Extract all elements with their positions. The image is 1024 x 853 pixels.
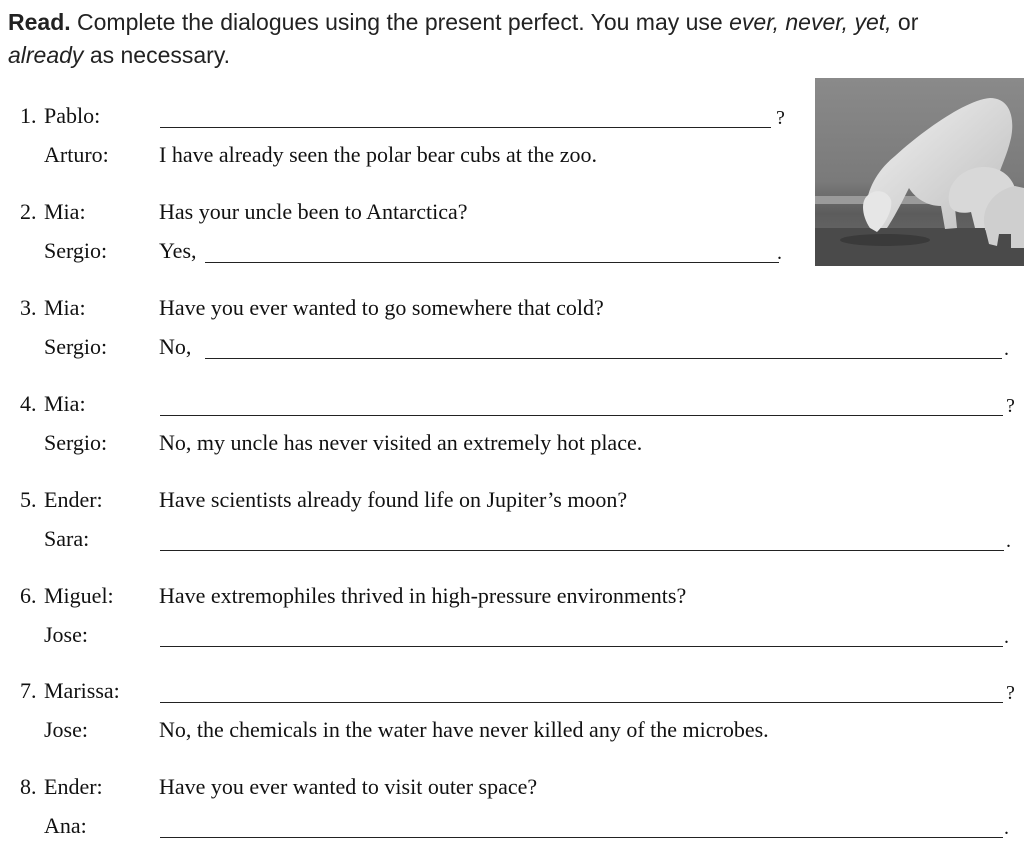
answer-blank[interactable]	[160, 127, 771, 128]
end-punctuation: .	[1004, 817, 1009, 839]
dialogue-line-1: Have extremophiles thrived in high-pressure environments?	[159, 583, 687, 608]
dialogue-number: 4.	[20, 391, 37, 416]
speaker-2: Arturo:	[44, 142, 109, 167]
instructions-or: or	[891, 9, 919, 35]
speaker-1: Mia:	[44, 391, 86, 416]
speaker-1: Miguel:	[44, 583, 114, 608]
dialogue-line-1: Have you ever wanted to go somewhere that cold?	[159, 295, 604, 320]
instructions-text-2: as necessary.	[83, 42, 231, 68]
dialogue-line-2: No,	[159, 334, 192, 359]
instructions	[8, 6, 1013, 72]
dialogue-line-2: No, the chemicals in the water have never killed any of the microbes.	[159, 717, 769, 742]
dialogue-line-1: Have scientists already found life on Jupiter’s moon?	[159, 487, 628, 512]
dialogue-number: 6.	[20, 583, 37, 608]
answer-blank[interactable]	[160, 646, 1003, 647]
end-punctuation: .	[1004, 626, 1009, 648]
dialogue-line-2: I have already seen the polar bear cubs at the zoo.	[159, 142, 597, 167]
end-punctuation: ?	[1006, 682, 1015, 704]
speaker-2: Jose:	[44, 622, 88, 647]
speaker-2: Sergio:	[44, 334, 108, 359]
speaker-2: Sergio:	[44, 238, 108, 263]
speaker-1: Marissa:	[44, 678, 120, 703]
instructions-text-1: Complete the dialogues using the present perfect. You may use	[70, 9, 730, 35]
speaker-1: Mia:	[44, 199, 86, 224]
speaker-2: Jose:	[44, 717, 88, 742]
keyword-already: already	[8, 42, 84, 68]
dialogue-number: 5.	[20, 487, 37, 512]
speaker-1: Mia:	[44, 295, 86, 320]
dialogue-line-2: No, my uncle has never visited an extremely hot place.	[159, 430, 643, 455]
speaker-1: Pablo:	[44, 103, 101, 128]
answer-blank[interactable]	[160, 702, 1003, 703]
speaker-2: Sergio:	[44, 430, 108, 455]
speaker-2: Sara:	[44, 526, 90, 551]
answer-blank[interactable]	[160, 415, 1003, 416]
keyword-ever: ever,	[729, 9, 779, 35]
polar-bear-photo	[815, 78, 1024, 266]
answer-blank[interactable]	[160, 837, 1003, 838]
dialogue-number: 7.	[20, 678, 37, 703]
end-punctuation: .	[1006, 530, 1011, 552]
keyword-never: never,	[785, 9, 849, 35]
speaker-1: Ender:	[44, 487, 103, 512]
end-punctuation: .	[1004, 338, 1009, 360]
dialogue-line-1: Has your uncle been to Antarctica?	[159, 199, 468, 224]
dialogue-number: 3.	[20, 295, 37, 320]
speaker-1: Ender:	[44, 774, 103, 799]
end-punctuation: .	[777, 242, 782, 264]
dialogue-number: 1.	[20, 103, 37, 128]
keyword-yet: yet,	[854, 9, 892, 35]
answer-blank[interactable]	[205, 262, 779, 263]
answer-blank[interactable]	[205, 358, 1002, 359]
end-punctuation: ?	[776, 107, 785, 129]
instructions-lead: Read.	[8, 9, 71, 35]
dialogue-number: 2.	[20, 199, 37, 224]
speaker-2: Ana:	[44, 813, 87, 838]
dialogue-number: 8.	[20, 774, 37, 799]
end-punctuation: ?	[1006, 395, 1015, 417]
dialogue-line-2: Yes,	[159, 238, 197, 263]
answer-blank[interactable]	[160, 550, 1004, 551]
dialogue-line-1: Have you ever wanted to visit outer space?	[159, 774, 538, 799]
